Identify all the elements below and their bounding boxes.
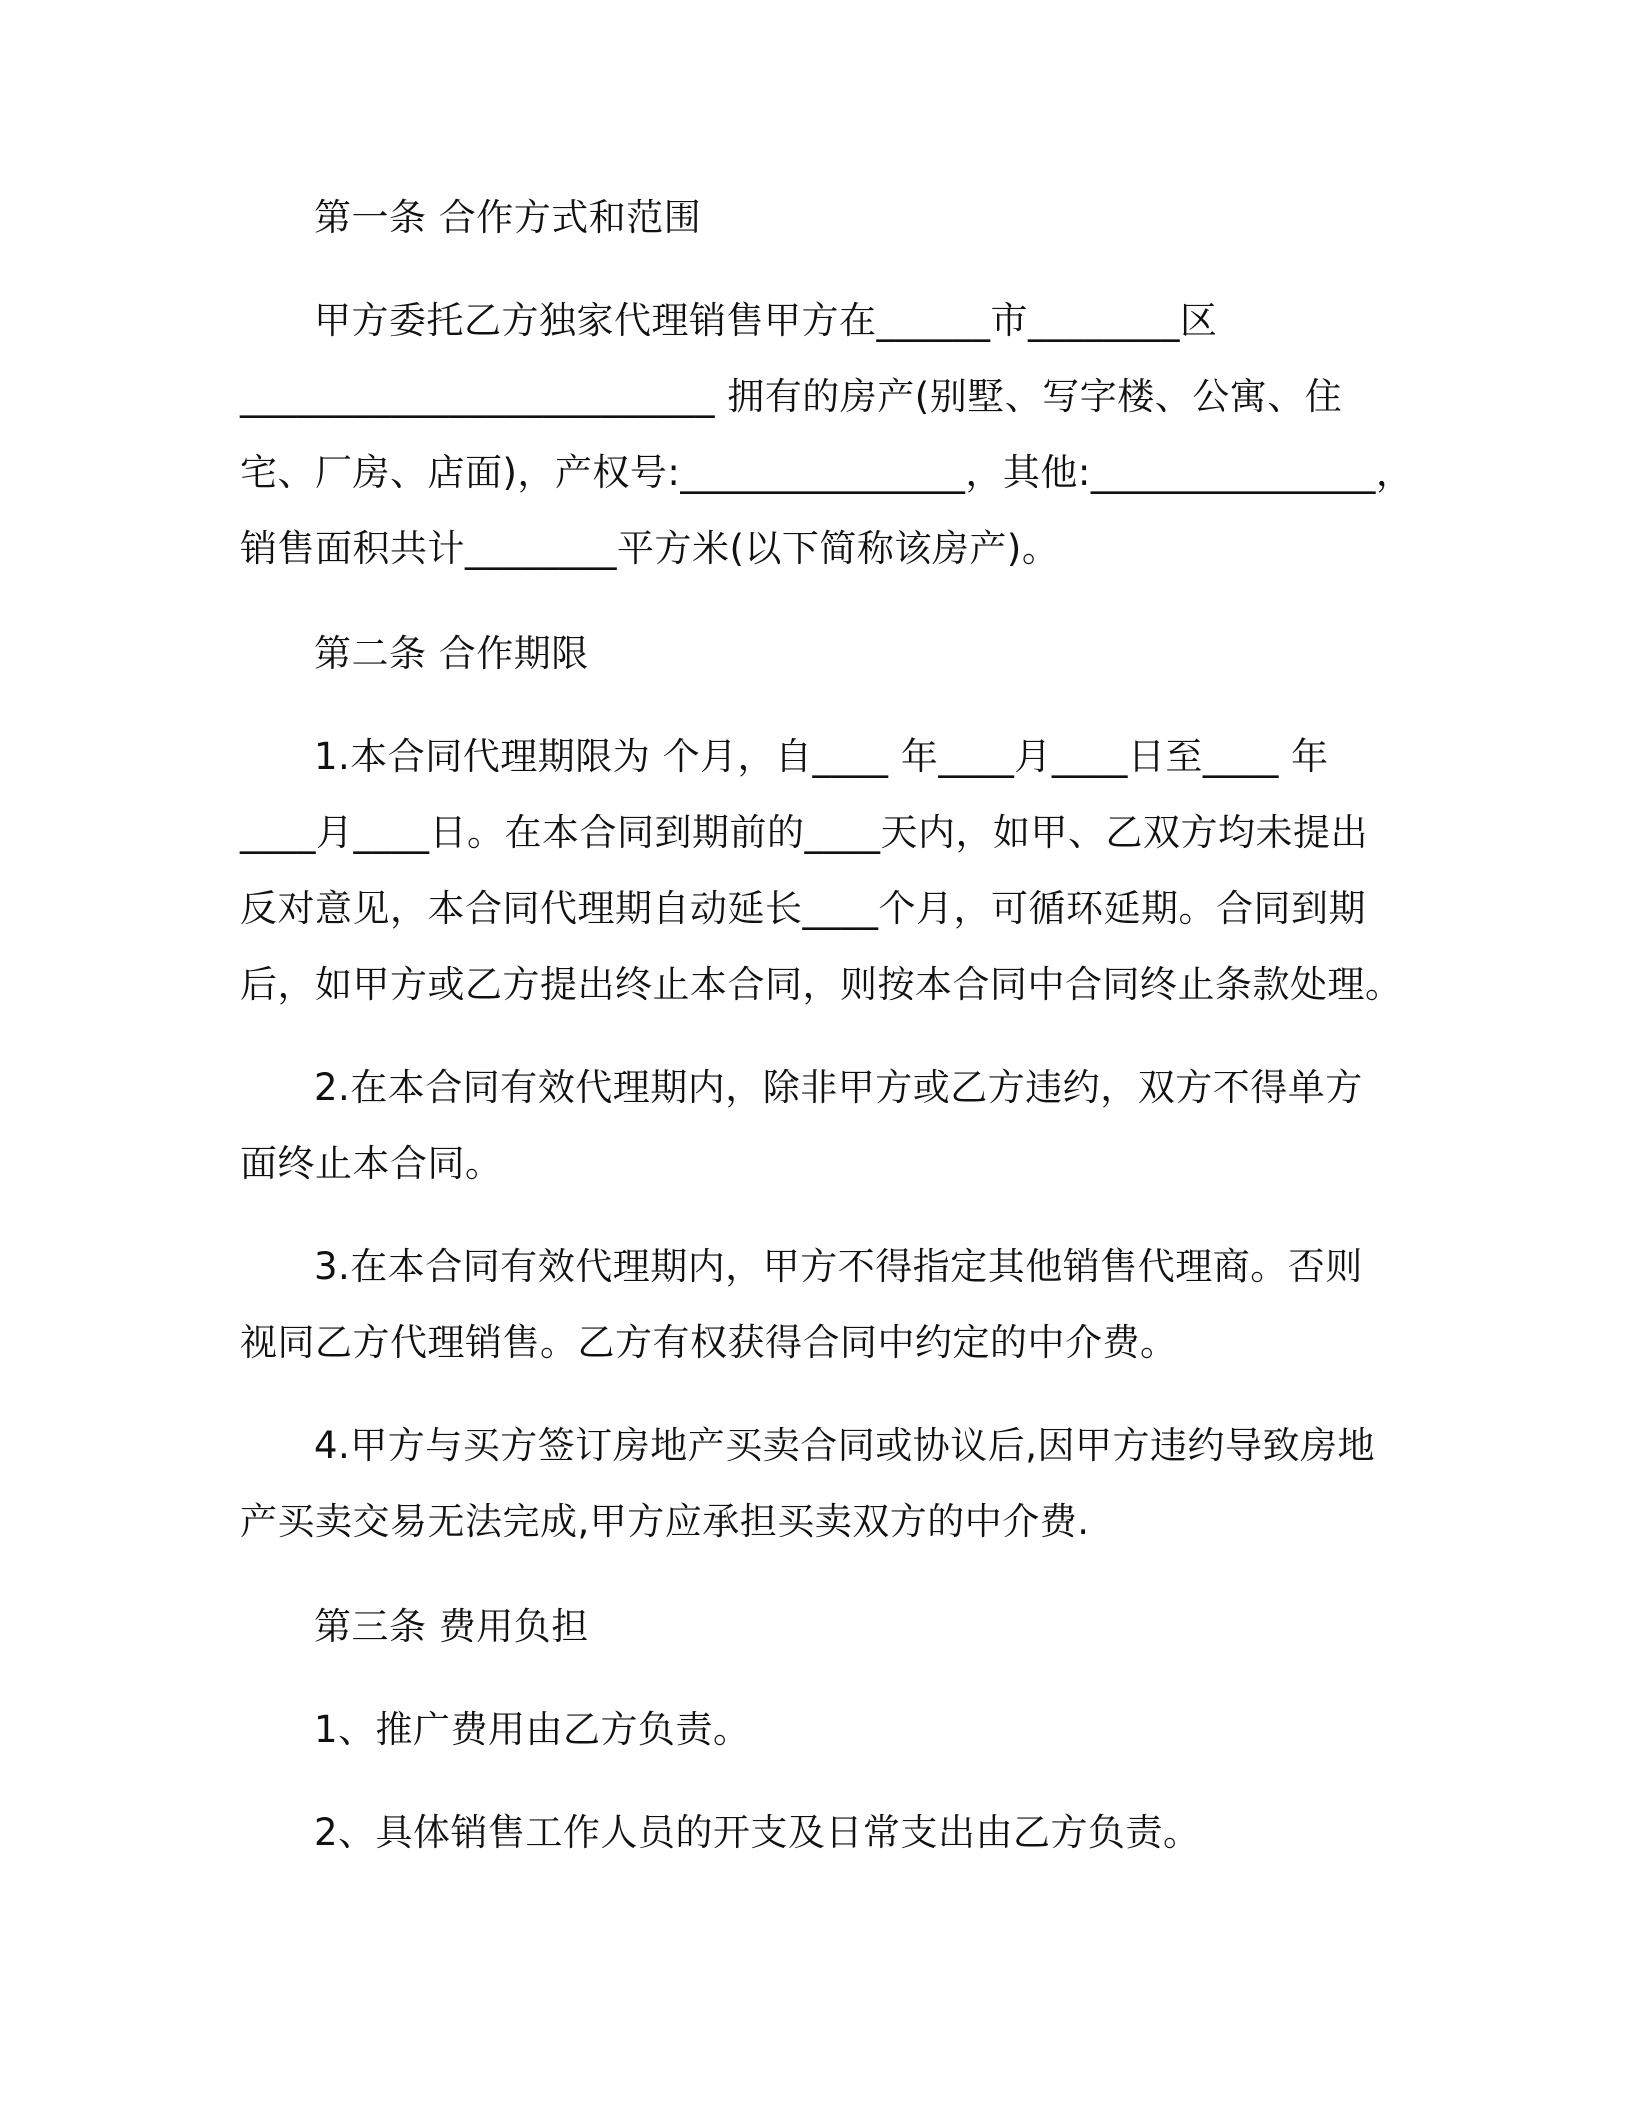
paragraph-line: 产买卖交易无法完成,甲方应承担买卖双方的中介费. xyxy=(240,1500,1090,1543)
paragraph-line: 2.在本合同有效代理期内，除非甲方或乙方违约，双方不得单方 xyxy=(314,1066,1363,1109)
paragraph-line: 反对意见，本合同代理期自动延长____个月，可循环延期。合同到期 xyxy=(240,887,1366,930)
heading-article-2: 第二条 合作期限 xyxy=(314,632,589,675)
paragraph-line: 1、推广费用由乙方负责。 xyxy=(314,1708,751,1751)
paragraph-line: 2、具体销售工作人员的开支及日常支出由乙方负责。 xyxy=(314,1811,1201,1854)
paragraph-line: 销售面积共计________平方米(以下简称该房产)。 xyxy=(240,527,1060,570)
paragraph-line: 3.在本合同有效代理期内，甲方不得指定其他销售代理商。否则 xyxy=(314,1245,1363,1288)
paragraph-line: 面终止本合同。 xyxy=(240,1142,503,1185)
paragraph-line: 4.甲方与买方签订房地产买卖合同或协议后,因甲方违约导致房地 xyxy=(314,1424,1376,1467)
paragraph-line: 视同乙方代理销售。乙方有权获得合同中约定的中介费。 xyxy=(240,1321,1178,1364)
paragraph-line: 1.本合同代理期限为 个月，自____ 年____月____日至____ 年 xyxy=(314,735,1329,778)
paragraph-line: 甲方委托乙方独家代理销售甲方在______市________区 xyxy=(314,299,1218,342)
heading-article-3: 第三条 费用负担 xyxy=(314,1605,589,1648)
heading-article-1: 第一条 合作方式和范围 xyxy=(314,196,702,239)
paragraph-line: ____月____日。在本合同到期前的____天内，如甲、乙双方均未提出 xyxy=(240,811,1368,854)
paragraph-line: 宅、厂房、店面)，产权号:_______________，其他:_______________， xyxy=(240,451,1414,494)
paragraph-line: 后，如甲方或乙方提出终止本合同，则按本合同中合同终止条款处理。 xyxy=(240,963,1403,1006)
paragraph-line: _________________________ 拥有的房产(别墅、写字楼、公寓、住 xyxy=(240,375,1343,418)
